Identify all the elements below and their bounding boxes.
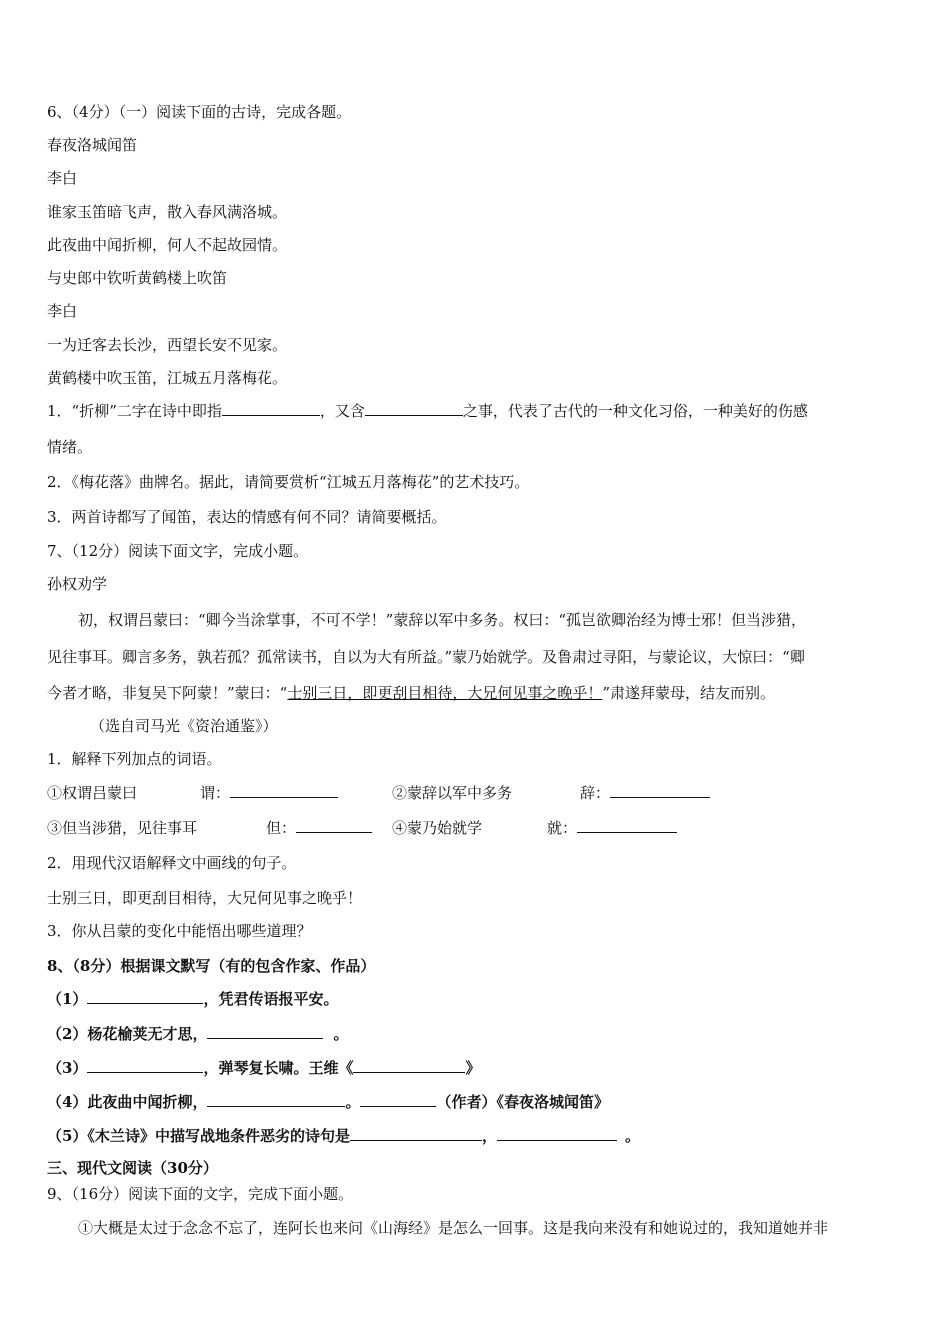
term-3-answer bbox=[266, 818, 372, 838]
term-4-answer bbox=[547, 818, 677, 838]
q9-heading: 9、（16分）阅读下面的文字，完成下面小题。 bbox=[47, 1185, 354, 1203]
poem1-line2: 此夜曲中闻折柳，何人不起故园情。 bbox=[47, 236, 288, 254]
q7-heading: 7、（12分）阅读下面文字，完成小题。 bbox=[47, 542, 309, 560]
poem2-line1: 一为迁客去长沙，西望长安不见家。 bbox=[47, 336, 288, 354]
q8-item3 bbox=[47, 1058, 480, 1078]
term-1: ①权谓吕蒙曰 bbox=[47, 784, 138, 802]
answer-blank[interactable] bbox=[207, 1024, 323, 1039]
answer-blank[interactable] bbox=[577, 818, 677, 833]
q6-sub1-text-a: 1．“折柳”二字在诗中即指 bbox=[47, 402, 222, 420]
poem2-author: 李白 bbox=[47, 302, 78, 320]
passage-line2: 见往事耳。卿言多务，孰若孤？孤常读书，自以为大有所益。”蒙乃始就学。及鲁肃过寻阳，与蒙论议，大惊曰：“卿 bbox=[47, 648, 805, 666]
q8-item2-b: 。 bbox=[333, 1025, 349, 1043]
q8-item4-c: （作者）《春夜洛城闻笛》 bbox=[436, 1093, 609, 1111]
term-2-label: 辞： bbox=[580, 784, 611, 802]
answer-blank[interactable] bbox=[296, 818, 372, 833]
q8-item3-c: 》 bbox=[465, 1059, 481, 1077]
q8-item5-c: 。 bbox=[624, 1127, 640, 1145]
answer-blank[interactable] bbox=[497, 1126, 617, 1141]
answer-blank[interactable] bbox=[353, 1058, 465, 1073]
q7-sub1: 1．解释下列加点的词语。 bbox=[47, 750, 222, 768]
term-1-answer bbox=[200, 783, 338, 803]
q8-item5 bbox=[47, 1126, 640, 1146]
term-4-label: 就： bbox=[547, 819, 578, 837]
q8-item1-b: ，凭君传语报平安。 bbox=[203, 990, 339, 1008]
q8-heading: 8、（8分）根据课文默写（有的包含作家、作品） bbox=[47, 957, 376, 975]
answer-blank[interactable] bbox=[360, 1092, 436, 1107]
answer-blank[interactable] bbox=[350, 1126, 482, 1141]
q6-sub1 bbox=[47, 401, 808, 421]
section3-heading: 三、现代文阅读（30分） bbox=[47, 1159, 218, 1177]
q9-passage-line1: ①大概是太过于念念不忘了，连阿长也来问《山海经》是怎么一回事。这是我向来没有和她说过的，我知道她并非 bbox=[78, 1219, 829, 1237]
underlined-sentence: 士别三日，即更刮目相待，大兄何见事之晚乎！ bbox=[287, 684, 603, 702]
term-3-label: 但： bbox=[266, 819, 297, 837]
term-2-answer bbox=[580, 783, 710, 803]
q6-sub1-cont: 情绪。 bbox=[47, 438, 93, 456]
q7-sub2: 2．用现代汉语解释文中画线的句子。 bbox=[47, 854, 297, 872]
answer-blank[interactable] bbox=[87, 1058, 203, 1073]
poem1-author: 李白 bbox=[47, 169, 78, 187]
q8-item5-a: （5）《木兰诗》中描写战地条件恶劣的诗句是 bbox=[47, 1127, 350, 1145]
passage-line3 bbox=[47, 683, 775, 703]
q8-item2 bbox=[47, 1024, 348, 1044]
q8-item2-a: （2）杨花榆荚无才思， bbox=[47, 1025, 208, 1043]
passage-title: 孙权劝学 bbox=[47, 575, 108, 593]
passage-source: （选自司马光《资治通鉴》） bbox=[90, 717, 278, 735]
poem1-title: 春夜洛城闻笛 bbox=[47, 136, 138, 154]
q6-sub3: 3．两首诗都写了闻笛，表达的情感有何不同？请简要概括。 bbox=[47, 508, 447, 526]
answer-blank[interactable] bbox=[610, 783, 710, 798]
q6-sub1-text-b: ，又含 bbox=[319, 402, 365, 420]
poem2-title: 与史郎中钦听黄鹤楼上吹笛 bbox=[47, 269, 228, 287]
q6-sub1-text-c: 之事，代表了古代的一种文化习俗，一种美好的伤感 bbox=[462, 402, 808, 420]
q8-item1 bbox=[47, 989, 338, 1009]
q8-item4-b: 。 bbox=[345, 1093, 361, 1111]
answer-blank[interactable] bbox=[230, 783, 338, 798]
q8-item3-b: ，弹琴复长啸。王维《 bbox=[203, 1059, 354, 1077]
q8-item4-a: （4）此夜曲中闻折柳， bbox=[47, 1093, 208, 1111]
q7-sub3: 3．你从吕蒙的变化中能悟出哪些道理？ bbox=[47, 922, 312, 940]
answer-blank[interactable] bbox=[365, 401, 463, 416]
passage-line3-a: 今者才略，非复吴下阿蒙！”蒙曰：“ bbox=[47, 684, 288, 702]
poem2-line2: 黄鹤楼中吹玉笛，江城五月落梅花。 bbox=[47, 369, 288, 387]
q7-sub2-sentence: 士别三日，即更刮目相待，大兄何见事之晚乎！ bbox=[47, 889, 363, 907]
answer-blank[interactable] bbox=[207, 1092, 345, 1107]
q8-item3-a: （3） bbox=[47, 1059, 88, 1077]
poem1-line1: 谁家玉笛暗飞声，散入春风满洛城。 bbox=[47, 203, 288, 221]
answer-blank[interactable] bbox=[222, 401, 320, 416]
answer-blank[interactable] bbox=[87, 989, 203, 1004]
passage-line1: 初，权谓吕蒙曰：“卿今当涂掌事，不可不学！”蒙辞以军中多务。权曰：“孤岂欲卿治经为博士邪！但当涉猎， bbox=[78, 611, 807, 629]
q6-sub2: 2．《梅花落》曲牌名。据此，请简要赏析“江城五月落梅花”的艺术技巧。 bbox=[47, 473, 530, 491]
q6-heading: 6、（4分）（一）阅读下面的古诗，完成各题。 bbox=[47, 103, 352, 121]
passage-line3-b: ”肃遂拜蒙母，结友而别。 bbox=[602, 684, 776, 702]
term-2: ②蒙辞以军中多务 bbox=[392, 784, 513, 802]
term-4: ④蒙乃始就学 bbox=[392, 819, 483, 837]
q8-item1-a: （1） bbox=[47, 990, 88, 1008]
q8-item5-b: ， bbox=[481, 1127, 497, 1145]
term-1-label: 谓： bbox=[200, 784, 231, 802]
q8-item4 bbox=[47, 1092, 609, 1112]
term-3: ③但当涉猎，见往事耳 bbox=[47, 819, 198, 837]
